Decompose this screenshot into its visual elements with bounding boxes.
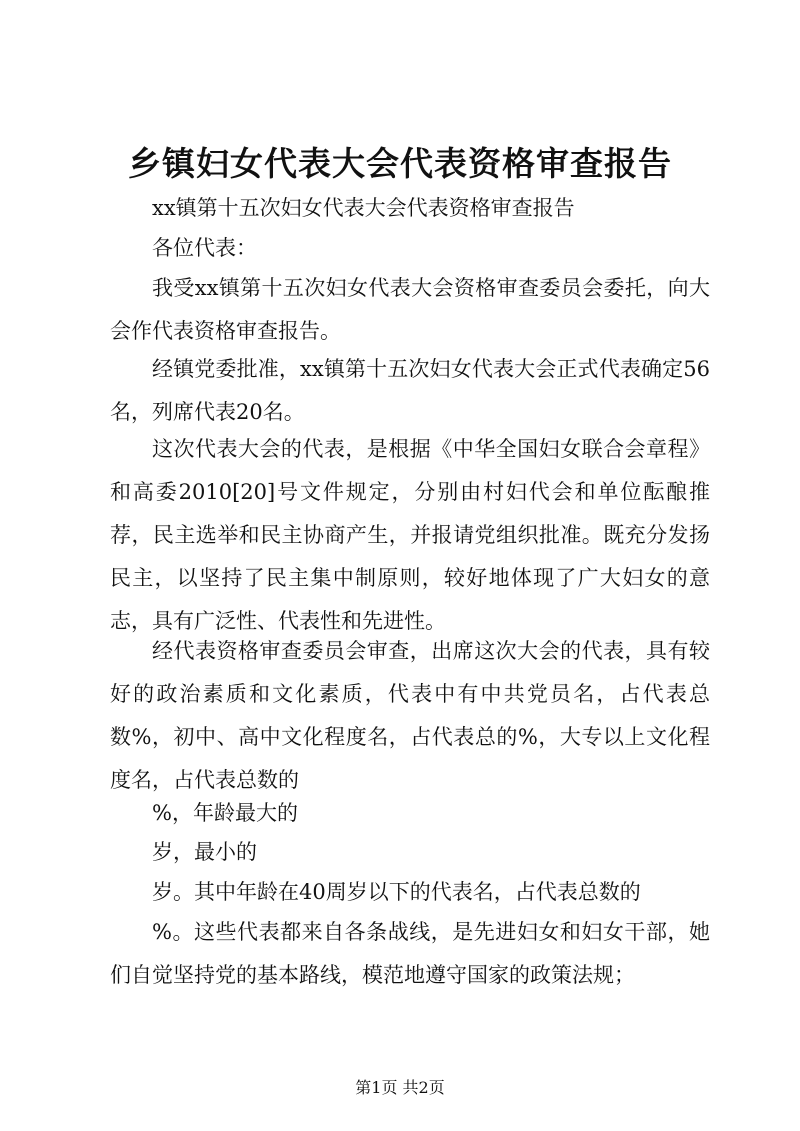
page-number-footer: 第1页 共2页 [355, 1078, 445, 1097]
paragraph-basis: 这次代表大会的代表，是根据《中华全国妇女联合会章程》和高委2010[20]号文件规定，分别由村妇代会和单位酝酿推荐，民主选举和民主协商产生，并报请党组织批准。既充分发扬民主，以坚持了民主集中制原则，较好地体现了广大妇女的意志，具有广泛性、代表性和先进性。 [110, 437, 710, 633]
paragraph-approval: 经镇党委批准，xx镇第十五次妇女代表大会正式代表确定56名，列席代表20名。 [110, 357, 710, 424]
paragraph-age-min: 岁，最小的 [152, 840, 257, 864]
paragraph-age-under40: 岁。其中年龄在40周岁以下的代表名，占代表总数的 [152, 880, 641, 904]
paragraph-salutation: 各位代表： [152, 236, 257, 260]
paragraph-subtitle: xx镇第十五次妇女代表大会代表资格审查报告 [152, 196, 575, 220]
document-title: 乡镇妇女代表大会代表资格审查报告 [128, 144, 672, 183]
paragraph-entrusted: 我受xx镇第十五次妇女代表大会资格审查委员会委托，向大会作代表资格审查报告。 [110, 276, 710, 343]
paragraph-age-max: %，年龄最大的 [152, 801, 298, 825]
paragraph-review: 经代表资格审查委员会审查，出席这次大会的代表，具有较好的政治素质和文化素质，代表中有中共党员名，占代表总数%，初中、高中文化程度名，占代表总的%，大专以上文化程度名，占代表总数的 [110, 639, 710, 792]
paragraph-representatives: %。这些代表都来自各条战线，是先进妇女和妇女干部，她们自觉坚持党的基本路线，模范地遵守国家的政策法规； [110, 920, 710, 987]
